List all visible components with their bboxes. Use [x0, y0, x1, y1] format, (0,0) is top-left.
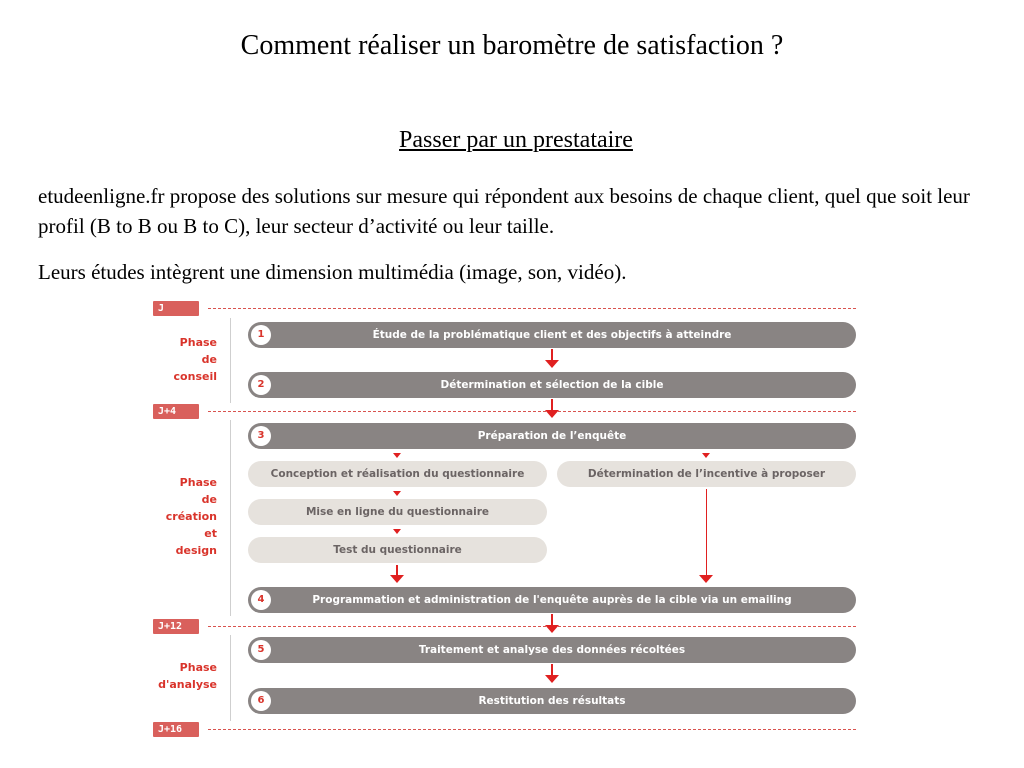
step-label: Restitution des résultats: [478, 695, 626, 707]
arrow-step4-step5: [545, 614, 559, 633]
arrow-incentive-step4: [699, 489, 713, 583]
arrow-to-conception: [393, 453, 401, 458]
phase-label-analyse: [137, 659, 217, 693]
arrow-to-mise-en-ligne: [393, 491, 401, 496]
step-1: [248, 322, 856, 348]
step-number: 1: [251, 325, 271, 345]
milestone-line-j4: [208, 411, 856, 412]
step-number: 5: [251, 640, 271, 660]
step-2: [248, 372, 856, 398]
step-3: [248, 423, 856, 449]
milestone-line-j12: [208, 626, 856, 627]
phase-label-conseil: [137, 334, 217, 385]
step-4: [248, 587, 856, 613]
step-number: 4: [251, 590, 271, 610]
milestone-line-j16: [208, 729, 856, 730]
substep-incentive: Détermination de l’incentive à proposer: [557, 461, 856, 487]
step-5: [248, 637, 856, 663]
page-title: Comment réaliser un baromètre de satisfaction ?: [240, 30, 784, 61]
step-label: Traitement et analyse des données récoltées: [418, 644, 686, 656]
milestone-badge-j: J: [153, 301, 199, 316]
arrow-to-incentive: [702, 453, 710, 458]
arrow-step2-step3: [545, 399, 559, 418]
phase-bracket-analyse: [230, 635, 231, 721]
phase-analyse-text: Phase d'analyse: [158, 661, 217, 691]
page-subtitle: Passer par un prestataire: [399, 127, 633, 153]
arrow-test-step4: [390, 565, 404, 583]
milestone-badge-j16: J+16: [153, 722, 199, 737]
milestone-badge-j12: J+12: [153, 619, 199, 634]
step-label: Étude de la problématique client et des objectifs à atteindre: [372, 329, 732, 341]
phase-bracket-creation: [230, 420, 231, 616]
substep-mise-en-ligne: Mise en ligne du questionnaire: [248, 499, 547, 525]
phase-conseil-text: Phase de conseil: [173, 336, 217, 383]
step-number: 3: [251, 426, 271, 446]
arrow-to-test: [393, 529, 401, 534]
intro-paragraph: etudeenligne.fr propose des solutions sur mesure qui répondent aux besoins de chaque client, quel que soit leur profil (B to B ou B to C), leur secteur d’activité ou leur taille.: [38, 184, 970, 238]
step-label: Programmation et administration de l'enquête auprès de la cible via un emailing: [312, 594, 792, 606]
step-number: 6: [251, 691, 271, 711]
multimedia-paragraph: Leurs études intègrent une dimension multimédia (image, son, vidéo).: [38, 260, 627, 284]
phase-bracket-conseil: [230, 318, 231, 403]
phase-label-creation: [137, 474, 217, 559]
arrow-step1-step2: [545, 349, 559, 368]
milestone-line-j: [208, 308, 856, 309]
step-number: 2: [251, 375, 271, 395]
arrow-step5-step6: [545, 664, 559, 683]
substep-conception: Conception et réalisation du questionnaire: [248, 461, 547, 487]
step-6: [248, 688, 856, 714]
substep-test: Test du questionnaire: [248, 537, 547, 563]
step-label: Préparation de l’enquête: [477, 430, 627, 442]
phase-creation-text: Phase de création et design: [165, 476, 217, 557]
step-label: Détermination et sélection de la cible: [440, 379, 664, 391]
milestone-badge-j4: J+4: [153, 404, 199, 419]
